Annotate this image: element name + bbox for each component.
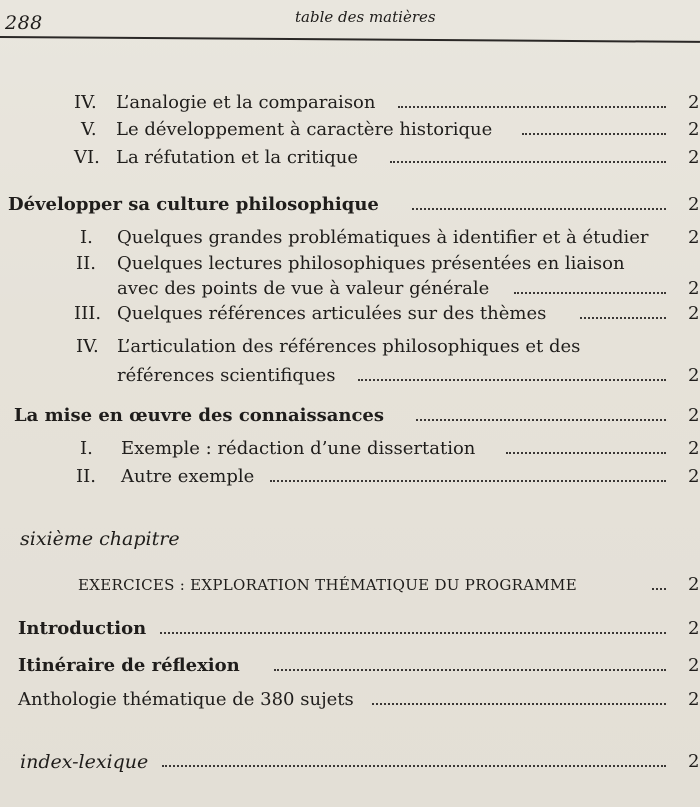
dot-leader (398, 106, 666, 108)
toc-entry[interactable] (0, 252, 700, 276)
section-title: Développer sa culture philosophique (8, 194, 379, 215)
dot-leader (506, 452, 666, 454)
entry-number: IV. (76, 336, 99, 357)
dot-leader (652, 588, 666, 590)
entry-page: 2 (688, 466, 700, 487)
entry-number: II. (76, 253, 96, 274)
dot-leader (514, 292, 666, 294)
toc-entry[interactable] (0, 404, 700, 428)
chapter-heading: sixième chapitre (20, 528, 180, 550)
toc-entry[interactable] (0, 226, 700, 250)
dot-leader (412, 208, 666, 210)
entry-page: 2 (688, 227, 700, 248)
entry-page: 2 (688, 689, 700, 710)
entry-title: L’analogie et la comparaison (116, 92, 376, 113)
dot-leader (162, 765, 666, 767)
toc-entry[interactable] (0, 193, 700, 217)
entry-title-continuation: références scientifiques (117, 365, 336, 386)
entry-title: index-lexique (20, 751, 149, 773)
header-rule (0, 36, 700, 43)
entry-number: III. (74, 303, 102, 324)
entry-number: I. (80, 227, 93, 248)
dot-leader (580, 317, 666, 319)
entry-page: 2 (688, 119, 700, 140)
section-title: La mise en œuvre des connaissances (14, 405, 385, 426)
toc-entry[interactable] (0, 465, 700, 489)
entry-title: Exemple : rédaction d’une dissertation (121, 438, 476, 459)
entry-page: 2 (688, 365, 700, 386)
dot-leader (390, 161, 666, 163)
toc-entry[interactable] (0, 688, 700, 712)
dot-leader (270, 480, 666, 482)
chapter-title: EXERCICES : EXPLORATION THÉMATIQUE DU PROGRAMME (78, 576, 577, 594)
dot-leader (416, 419, 666, 421)
entry-page: 2 (688, 303, 700, 324)
entry-title: La réfutation et la critique (116, 147, 359, 168)
entry-title: Quelques références articulées sur des thèmes (117, 303, 547, 324)
toc-entry[interactable] (0, 302, 700, 326)
entry-page: 2 (688, 574, 700, 595)
toc-entry[interactable] (0, 617, 700, 641)
entry-title-continuation: avec des points de vue à valeur générale (117, 278, 490, 299)
toc-entry[interactable] (0, 146, 700, 170)
entry-page: 2 (688, 618, 700, 639)
toc-entry[interactable] (0, 750, 700, 774)
toc-entry[interactable] (0, 335, 700, 359)
entry-page: 2 (688, 278, 700, 299)
toc-entry[interactable] (0, 437, 700, 461)
dot-leader (274, 669, 666, 671)
entry-page: 2 (688, 405, 700, 426)
entry-page: 2 (688, 194, 700, 215)
page-number: 288 (5, 12, 43, 34)
entry-title: Le développement à caractère historique (116, 119, 493, 140)
entry-title: Autre exemple (121, 466, 255, 487)
toc-entry[interactable] (0, 118, 700, 142)
entry-number: II. (76, 466, 96, 487)
toc-entry[interactable] (0, 91, 700, 115)
entry-number: IV. (74, 92, 97, 113)
entry-number: I. (80, 438, 93, 459)
running-head: table des matières (295, 8, 436, 26)
entry-page: 2 (688, 438, 700, 459)
entry-title: L’articulation des références philosophiques et des (117, 336, 581, 357)
entry-page: 2 (688, 751, 700, 772)
toc-entry[interactable] (0, 654, 700, 678)
entry-page: 2 (688, 655, 700, 676)
section-title: Introduction (18, 618, 147, 639)
toc-entry[interactable] (0, 573, 700, 597)
section-title: Itinéraire de réflexion (18, 655, 240, 676)
dot-leader (372, 703, 666, 705)
entry-page: 2 (688, 92, 700, 113)
toc-entry-continuation[interactable] (0, 364, 700, 388)
entry-title: Quelques lectures philosophiques présentées en liaison (117, 253, 625, 274)
dot-leader (522, 133, 666, 135)
entry-title: Anthologie thématique de 380 sujets (18, 689, 354, 710)
entry-number: V. (81, 119, 97, 140)
dot-leader (358, 379, 666, 381)
entry-number: VI. (74, 147, 100, 168)
toc-entry-continuation[interactable] (0, 277, 700, 301)
entry-page: 2 (688, 147, 700, 168)
entry-title: Quelques grandes problématiques à identifier et à étudier (117, 227, 649, 248)
dot-leader (160, 632, 666, 634)
